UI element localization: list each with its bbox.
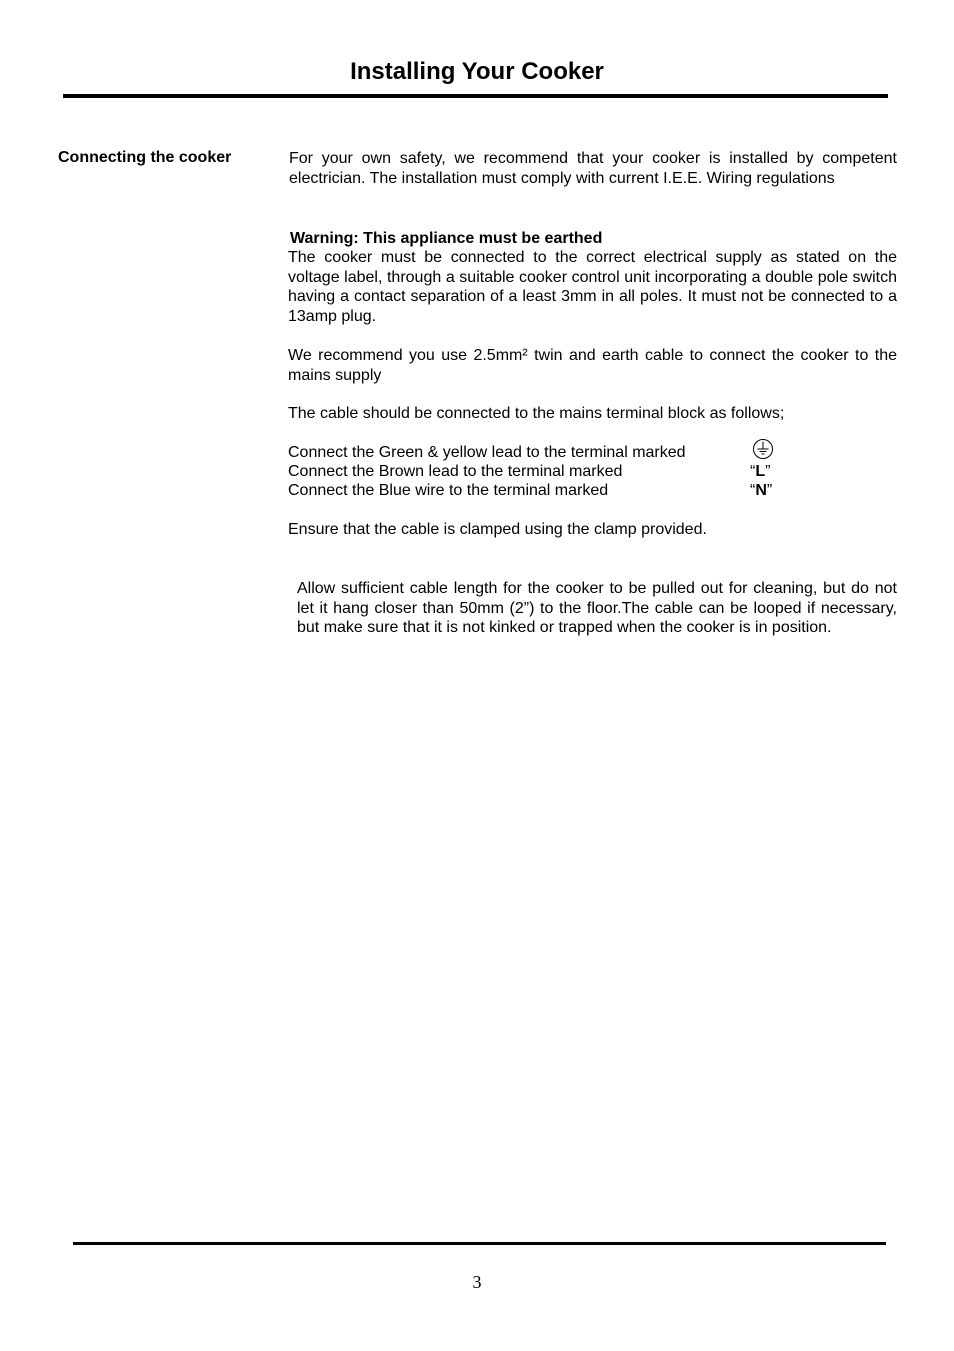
cable-paragraph: We recommend you use 2.5mm² twin and earth cable to connect the cooker to the mains supply <box>288 347 897 384</box>
page-number: 3 <box>472 1272 482 1292</box>
neutral-terminal-mark: “N” <box>750 482 773 499</box>
header-rule <box>63 94 888 98</box>
connection-earth-text: Connect the Green & yellow lead to the terminal marked <box>288 444 686 461</box>
safety-paragraph: For your own safety, we recommend that your cooker is installed by competent electrician. The installation must comply with current I.E.E. Wiring regulations <box>289 150 897 187</box>
clamp-paragraph: Ensure that the cable is clamped using the clamp provided. <box>288 521 707 538</box>
live-terminal-mark: “L” <box>750 463 771 480</box>
earth-symbol-icon <box>752 438 774 460</box>
list-item <box>288 481 808 500</box>
connection-neutral-text: Connect the Blue wire to the terminal marked <box>288 482 609 499</box>
warning-title: Warning: This appliance must be earthed <box>290 230 603 247</box>
section-heading: Connecting the cooker <box>58 149 232 166</box>
connection-live-text: Connect the Brown lead to the terminal marked <box>288 463 623 480</box>
connection-list <box>288 443 808 500</box>
page-title: Installing Your Cooker <box>350 58 604 85</box>
terminal-intro: The cable should be connected to the mains terminal block as follows; <box>288 405 785 422</box>
cable-length-paragraph: Allow sufficient cable length for the cooker to be pulled out for cleaning, but do not let it hang closer than 50mm (2”) to the floor.The cable can be looped if necessary, but make sure that it is not kinked or trapped when the cooker is in position. <box>297 580 897 637</box>
list-item <box>288 462 808 481</box>
footer-rule <box>73 1242 886 1245</box>
supply-paragraph: The cooker must be connected to the correct electrical supply as stated on the voltage label, through a suitable cooker control unit incorporating a double pole switch having a contact separation of a least 3mm in all poles. It must not be connected to a 13amp plug. <box>288 249 897 325</box>
list-item <box>288 443 808 462</box>
